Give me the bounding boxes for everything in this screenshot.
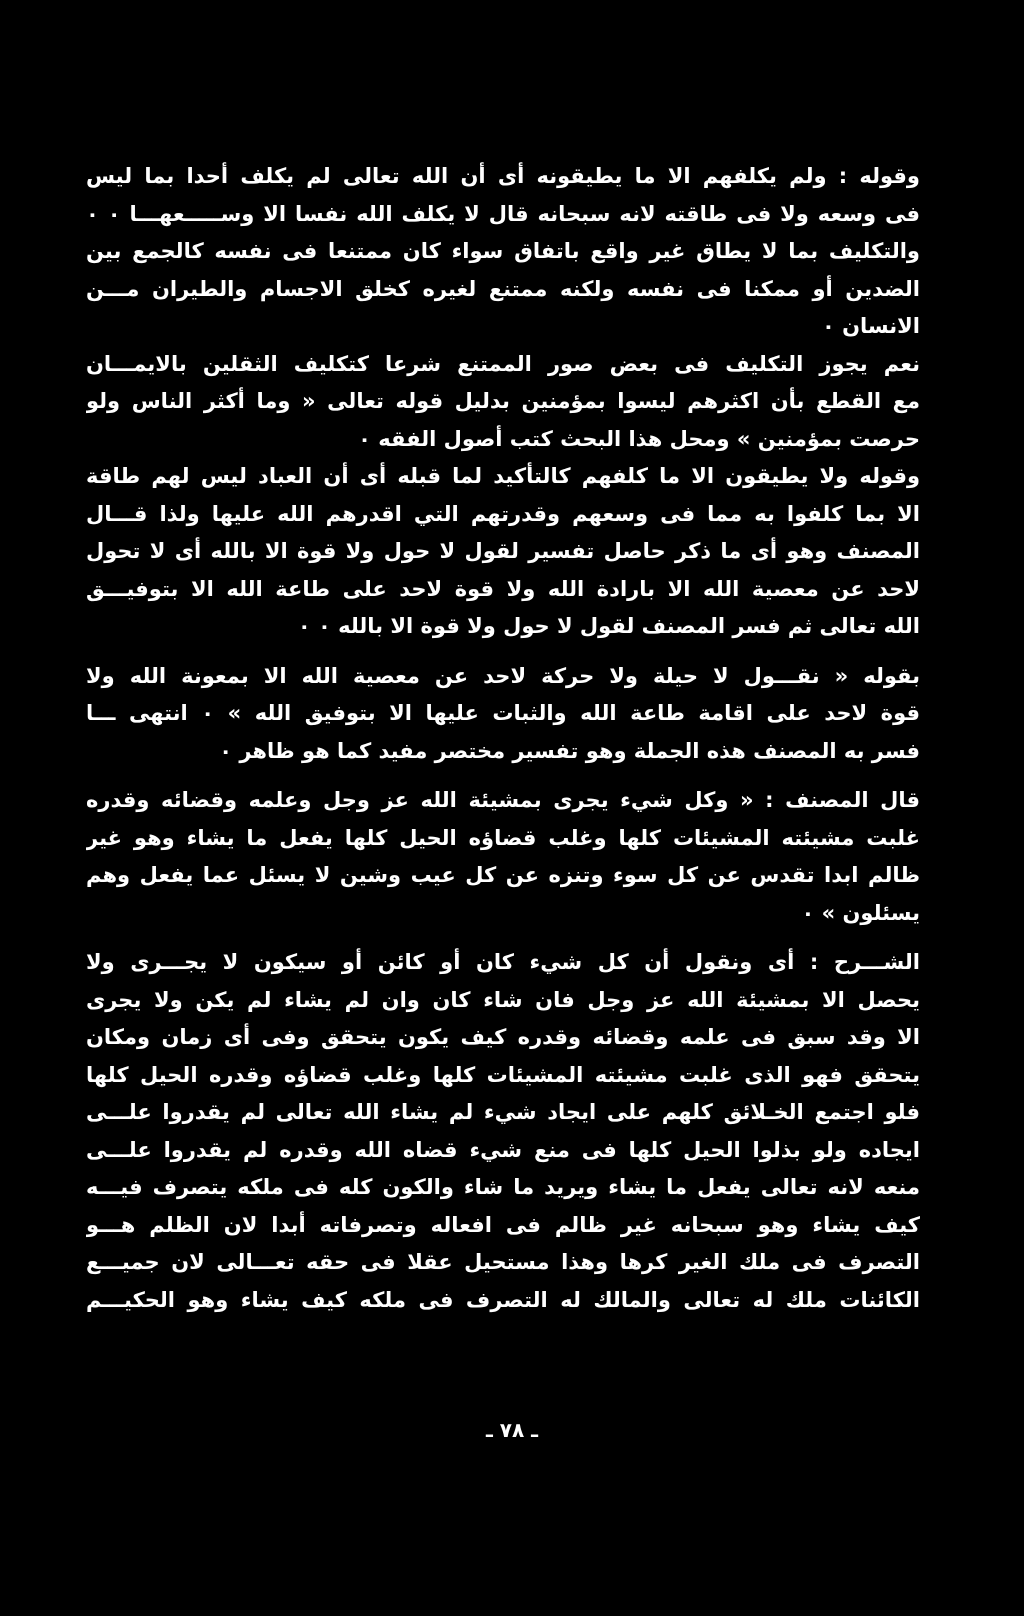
- text-line: فلو اجتمع الخـلائق كلهم على ايجاد شيء لم يشاء الله تعالى لم يقدروا علـــى: [86, 1100, 920, 1124]
- paragraph-gap: [86, 932, 920, 944]
- text-line: الكائنات ملك له تعالى والمالك له التصرف فى ملكه كيف يشاء وهو الحكيـــم: [86, 1287, 920, 1312]
- text-line: والتكليف بما لا يطاق غير واقع باتفاق سواء كان ممتنعا فى نفسه كالجمع بين: [86, 239, 920, 263]
- text-line: التصرف فى ملك الغير كرها وهذا مستحيل عقلا فى حقه تعـــالى لان جميـــع: [86, 1250, 920, 1274]
- text-line: كيف يشاء وهو سبحانه غير ظالم فى افعاله وتصرفاته أبدا لان الظلم هـــو: [86, 1212, 920, 1237]
- body-text: [86, 158, 920, 1319]
- text-line: مع القطع بأن اكثرهم ليسوا بمؤمنين بدليل قوله تعالى « وما أكثر الناس ولو: [86, 389, 920, 413]
- text-line: بقوله « نقـــول لا حيلة ولا حركة لاحد عن معصية الله الا بمعونة الله ولا: [86, 663, 920, 688]
- text-line: يحصل الا بمشيئة الله عز وجل فان شاء كان وان لم يشاء لم يكن ولا يجرى: [86, 987, 920, 1012]
- text-line: وقوله ولا يطيقون الا ما كلفهم كالتأكيد لما قبله أى أن العباد ليس لهم طاقة: [86, 464, 920, 488]
- text-line: الا بما كلفوا به مما فى وسعهم وقدرتهم التي اقدرهم الله عليها ولذا قـــال: [86, 501, 920, 526]
- text-line: فسر به المصنف هذه الجملة وهو تفسير مختصر مفيد كما هو ظاهر ٠: [219, 738, 920, 763]
- text-line: وقوله : ولم يكلفهم الا ما يطيقونه أى أن الله تعالى لم يكلف أحدا بما ليس: [86, 164, 920, 188]
- text-line: الله تعالى ثم فسر المصنف لقول لا حول ولا قوة الا بالله ٠ ٠: [297, 614, 920, 638]
- text-line: الانسان ٠: [821, 314, 920, 338]
- text-line: حرصت بمؤمنين » ومحل هذا البحث كتب أصول الفقه ٠: [358, 426, 920, 451]
- text-line: منعه لانه تعالى يفعل ما يشاء ويريد ما شاء والكون كله فى ملكه يتصرف فيـــه: [86, 1175, 920, 1199]
- text-line: ظالم ابدا تقدس عن كل سوء وتنزه عن كل عيب وشين لا يسئل عما يفعل وهم: [86, 863, 920, 887]
- text-line: الا وقد سبق فى علمه وقضائه وقدره كيف يكون يتحقق وفى أى زمان ومكان: [86, 1025, 920, 1049]
- text-line: لاحد عن معصية الله الا بارادة الله ولا قوة لاحد على طاعة الله الا بتوفيـــق: [86, 576, 920, 601]
- text-line: ايجاده ولو بذلوا الحيل كلها فى منع شيء قضاه الله وقدره لم يقدروا علـــى: [86, 1137, 920, 1162]
- text-line: الضدين أو ممكنا فى نفسه ولكنه ممتنع لغيره كخلق الاجسام والطيران مـــن: [86, 276, 920, 301]
- text-line: فى وسعه ولا فى طاقته لانه سبحانه قال لا يكلف الله نفسا الا وســـــعهـــا ٠ ٠: [86, 201, 920, 226]
- text-line: قال المصنف : « وكل شيء يجرى بمشيئة الله عز وجل وعلمه وقضائه وقدره: [86, 788, 920, 812]
- text-line: يتحقق فهو الذى غلبت مشيئته المشيئات كلها وغلب قضاؤه وقدره الحيل كلها: [86, 1062, 920, 1087]
- paragraph-gap: [86, 770, 920, 782]
- text-line: غلبت مشيئته المشيئات كلها وغلب قضاؤه الحيل كلها يفعل ما يشاء وهو غير: [86, 825, 920, 850]
- text-line: نعم يجوز التكليف فى بعض صور الممتنع شرعا كتكليف الثقلين بالايمـــان: [86, 351, 920, 376]
- paragraph-gap: [86, 646, 920, 658]
- page-number: ـ ٧٨ ـ: [485, 1418, 539, 1442]
- text-line: قوة لاحد على اقامة طاعة الله والثبات عليها الا بتوفيق الله » ٠ انتهى ـــا: [86, 701, 920, 725]
- text-line: الشـــرح : أى ونقول أن كل شيء كان أو كائن أو سيكون لا يجـــرى ولا: [86, 950, 920, 974]
- text-line: يسئلون » ٠: [801, 900, 920, 925]
- text-line: المصنف وهو أى ما ذكر حاصل تفسير لقول لا حول ولا قوة الا بالله أى لا تحول: [86, 539, 920, 563]
